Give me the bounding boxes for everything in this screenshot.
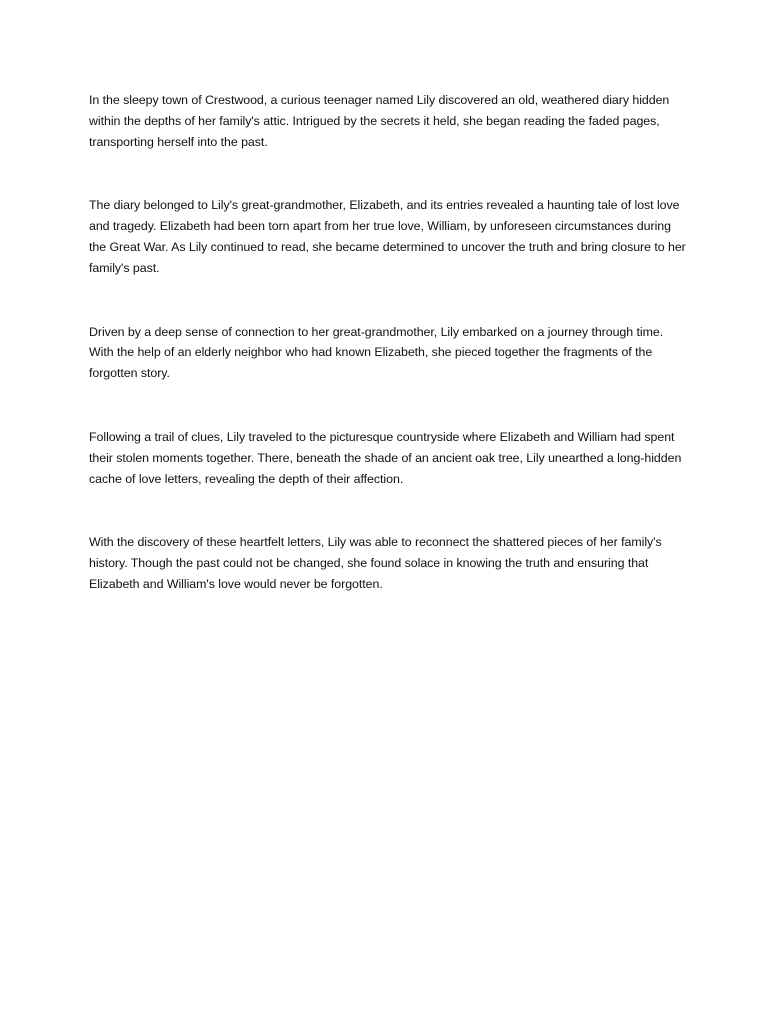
paragraph-1: In the sleepy town of Crestwood, a curious teenager named Lily discovered an old, weathered diary hidden within the depths of her family's attic. Intrigued by the secrets it held, she began reading the faded pages, transporting herself into the past. [89, 93, 670, 149]
paragraph-5: With the discovery of these heartfelt letters, Lily was able to reconnect the shattered pieces of her family's history. Though the past could not be changed, she found solace in knowing the truth and ensuring that Elizabeth and William's love would never be forgotten. [89, 535, 662, 591]
paragraph-2: The diary belonged to Lily's great-grandmother, Elizabeth, and its entries revealed a haunting tale of lost love and tragedy. Elizabeth had been torn apart from her true love, William, by unforeseen circumstances during the Great War. As Lily continued to read, she became determined to uncover the truth and bring closure to her family's past. [89, 198, 686, 275]
paragraph-3: Driven by a deep sense of connection to her great-grandmother, Lily embarked on a journey through time. With the help of an elderly neighbor who had known Elizabeth, she pieced together the fragments of the forgotten story. [89, 324, 664, 381]
document-body [89, 90, 689, 595]
paragraph-4: Following a trail of clues, Lily traveled to the picturesque countryside where Elizabeth and William had spent their stolen moments together. There, beneath the shade of an ancient oak tree, Lily unearthed a long-hidden cache of love letters, revealing the depth of their affection. [89, 429, 682, 486]
